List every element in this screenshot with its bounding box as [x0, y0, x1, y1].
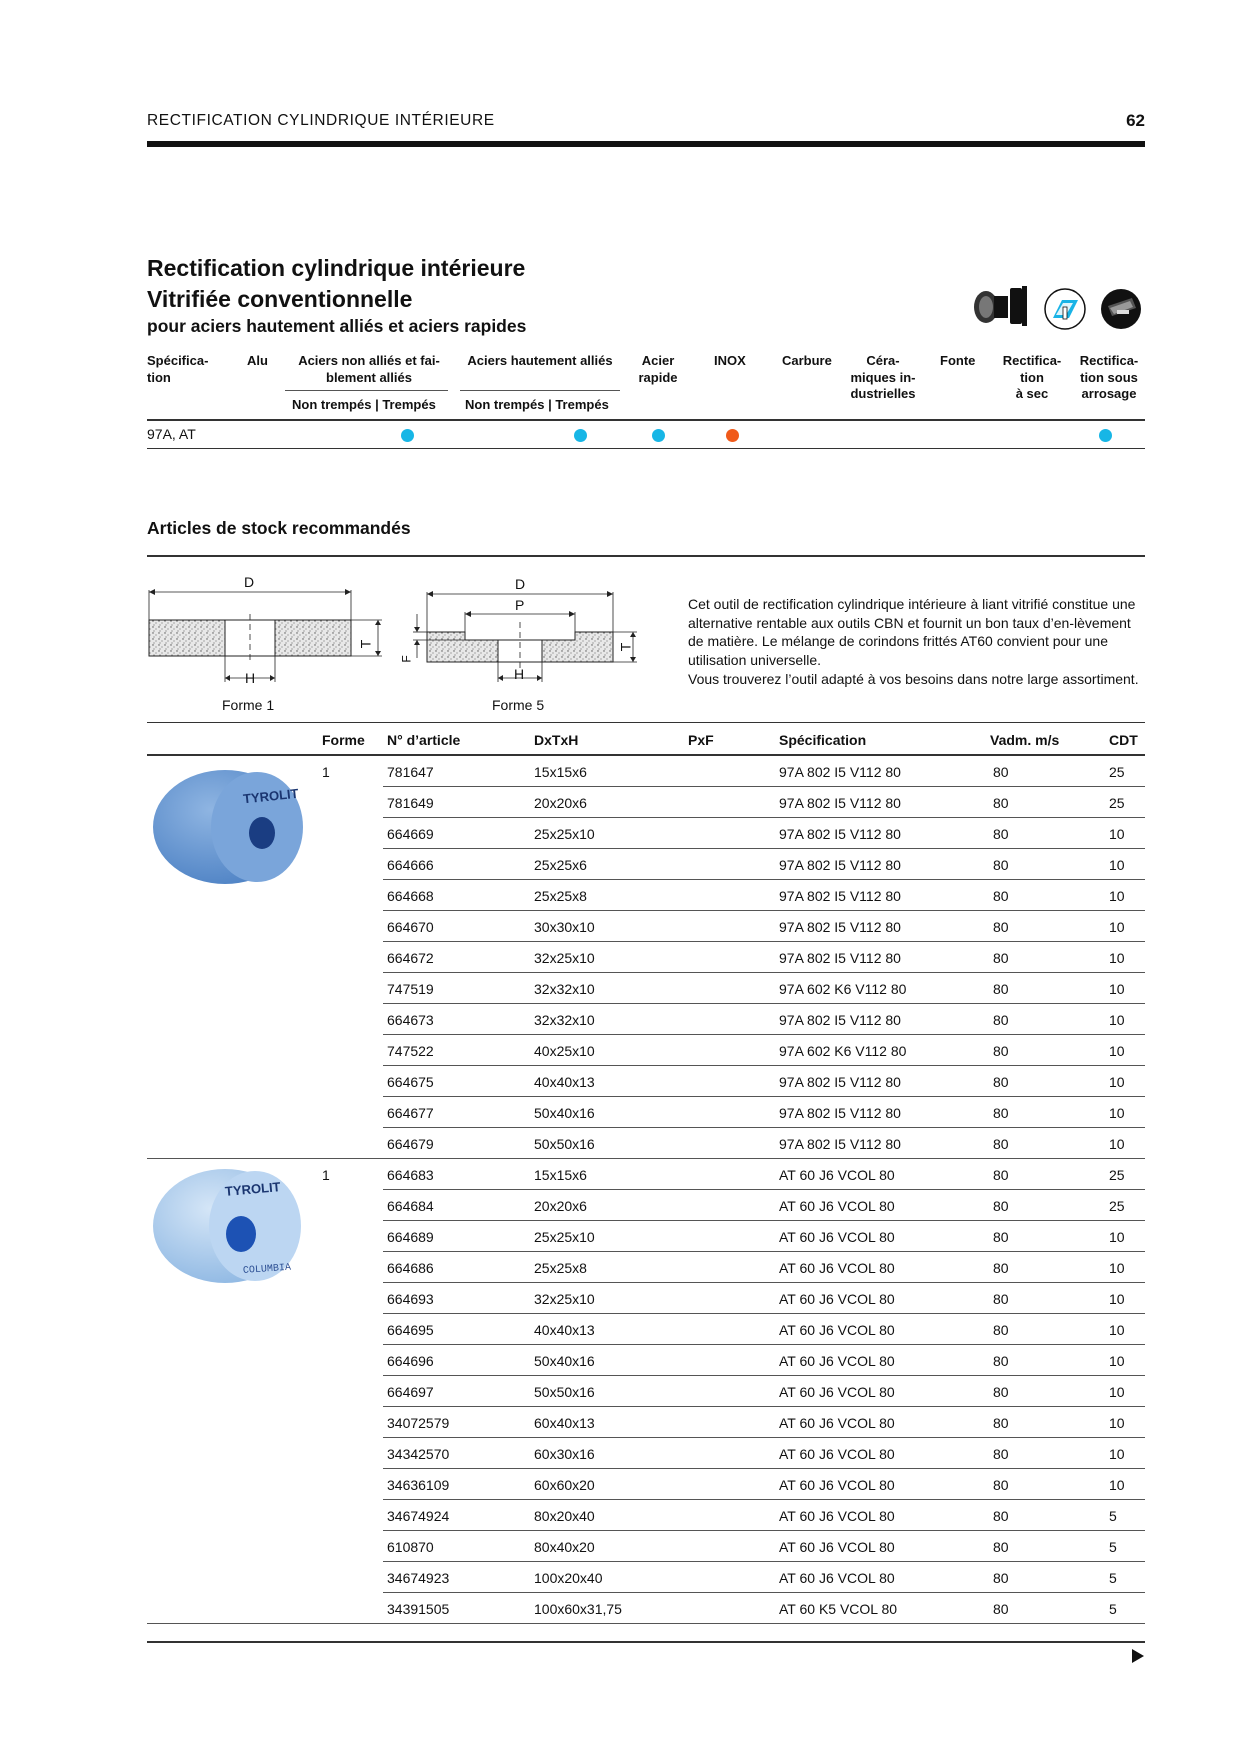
suitable-dot-rect-arrosage: [1099, 429, 1112, 442]
subheader-rule-2: [460, 390, 620, 391]
app-header-spec-text: Spécifica- tion: [147, 353, 209, 385]
cell-cdt: 10: [1109, 1353, 1125, 1369]
cell-article: 747522: [387, 1043, 434, 1059]
cell-specification: AT 60 J6 VCOL 80: [779, 1198, 895, 1214]
suitable-dot-acier-rapide: [652, 429, 665, 442]
cell-cdt: 5: [1109, 1539, 1117, 1555]
cell-dimensions: 80x40x20: [534, 1539, 595, 1555]
table-row: [0, 973, 1240, 1004]
cell-cdt: 10: [1109, 1229, 1125, 1245]
app-header-rect-sec: Rectifica- tion à sec: [1002, 353, 1062, 401]
cell-specification: 97A 802 I5 V112 80: [779, 857, 901, 873]
cell-cdt: 10: [1109, 1260, 1125, 1276]
cell-cdt: 10: [1109, 1291, 1125, 1307]
forme5-label-h: H: [514, 666, 525, 682]
page-subtitle: pour aciers hautement alliés et aciers rapides: [147, 316, 527, 336]
cell-specification: AT 60 J6 VCOL 80: [779, 1260, 895, 1276]
internal-grinding-coolant-icon: [1100, 288, 1142, 330]
cell-article: 610870: [387, 1539, 434, 1555]
app-header-ceramiques: Céra- miques in- dustrielles: [850, 353, 916, 401]
cell-cdt: 5: [1109, 1601, 1117, 1617]
row-divider: [147, 1623, 1145, 1624]
cell-article: 781647: [387, 764, 434, 780]
table-row: [0, 1221, 1240, 1252]
app-header-inox: INOX: [714, 353, 746, 368]
cell-dimensions: 20x20x6: [534, 1198, 587, 1214]
cell-vadm: 80: [993, 1012, 1009, 1028]
cell-vadm: 80: [993, 764, 1009, 780]
cell-vadm: 80: [993, 1198, 1009, 1214]
table-row: [0, 1252, 1240, 1283]
cell-cdt: 10: [1109, 1074, 1125, 1090]
grinding-wheel-icon: [970, 282, 1032, 332]
cell-article: 34072579: [387, 1415, 450, 1431]
cell-cdt: 10: [1109, 857, 1125, 873]
cell-cdt: 10: [1109, 981, 1125, 997]
cell-specification: AT 60 J6 VCOL 80: [779, 1446, 895, 1462]
internal-grinding-dry-icon: [1044, 288, 1086, 330]
cell-dimensions: 15x15x6: [534, 1167, 587, 1183]
cell-vadm: 80: [993, 1353, 1009, 1369]
cell-dimensions: 25x25x6: [534, 857, 587, 873]
forme5-label-d: D: [515, 576, 526, 592]
col-header-article: N° d’article: [387, 732, 461, 748]
cell-specification: AT 60 J6 VCOL 80: [779, 1353, 895, 1369]
cell-article: 664683: [387, 1167, 434, 1183]
cell-specification: 97A 802 I5 V112 80: [779, 1136, 901, 1152]
cell-cdt: 10: [1109, 1477, 1125, 1493]
cell-dimensions: 32x25x10: [534, 1291, 595, 1307]
cell-cdt: 10: [1109, 950, 1125, 966]
running-header-title: RECTIFICATION CYLINDRIQUE INTÉRIEURE: [147, 112, 495, 129]
cell-dimensions: 40x25x10: [534, 1043, 595, 1059]
cell-cdt: 10: [1109, 1322, 1125, 1338]
cell-vadm: 80: [993, 1446, 1009, 1462]
cell-article: 664666: [387, 857, 434, 873]
cell-vadm: 80: [993, 1260, 1009, 1276]
cell-dimensions: 50x40x16: [534, 1353, 595, 1369]
cell-dimensions: 20x20x6: [534, 795, 587, 811]
table-row: [0, 1190, 1240, 1221]
cell-cdt: 25: [1109, 795, 1125, 811]
cell-vadm: 80: [993, 1384, 1009, 1400]
cell-vadm: 80: [993, 1601, 1009, 1617]
cell-dimensions: 60x60x20: [534, 1477, 595, 1493]
cell-specification: AT 60 J6 VCOL 80: [779, 1415, 895, 1431]
cell-dimensions: 25x25x8: [534, 1260, 587, 1276]
cell-cdt: 5: [1109, 1570, 1117, 1586]
table-row: [0, 1066, 1240, 1097]
cell-vadm: 80: [993, 1477, 1009, 1493]
forme1-label-t: T: [357, 639, 374, 649]
cell-vadm: 80: [993, 1136, 1009, 1152]
subheader-hautement: Non trempés | Trempés: [465, 397, 609, 412]
table-row: [0, 1562, 1240, 1593]
cell-cdt: 25: [1109, 764, 1125, 780]
cell-vadm: 80: [993, 1105, 1009, 1121]
cell-vadm: 80: [993, 1539, 1009, 1555]
cell-cdt: 10: [1109, 1384, 1125, 1400]
next-page-arrow-icon[interactable]: [1130, 1648, 1146, 1664]
col-header-forme: Forme: [322, 732, 365, 748]
cell-dimensions: 50x40x16: [534, 1105, 595, 1121]
cell-cdt: 10: [1109, 1043, 1125, 1059]
table-row: [0, 818, 1240, 849]
cell-cdt: 5: [1109, 1508, 1117, 1524]
cell-specification: AT 60 J6 VCOL 80: [779, 1477, 895, 1493]
cell-article: 664670: [387, 919, 434, 935]
cell-vadm: 80: [993, 1167, 1009, 1183]
cell-specification: 97A 802 I5 V112 80: [779, 1105, 901, 1121]
cell-dimensions: 40x40x13: [534, 1074, 595, 1090]
cell-dimensions: 50x50x16: [534, 1384, 595, 1400]
app-header-acier-rapide: Acier rapide: [638, 353, 678, 385]
col-header-pxf: PxF: [688, 732, 714, 748]
app-table-rule-top: [147, 419, 1145, 421]
table-row: [0, 849, 1240, 880]
forme5-label-t: T: [617, 642, 634, 652]
cell-vadm: 80: [993, 1291, 1009, 1307]
cell-specification: 97A 802 I5 V112 80: [779, 1012, 901, 1028]
cell-specification: AT 60 J6 VCOL 80: [779, 1384, 895, 1400]
cell-specification: 97A 802 I5 V112 80: [779, 795, 901, 811]
cell-vadm: 80: [993, 1229, 1009, 1245]
product-brand-logo: TYROLIT: [242, 785, 300, 807]
cell-dimensions: 60x30x16: [534, 1446, 595, 1462]
page-number: 62: [1126, 111, 1145, 130]
cell-specification: AT 60 J6 VCOL 80: [779, 1539, 895, 1555]
forme1-diagram: [140, 572, 400, 692]
cell-specification: 97A 602 K6 V112 80: [779, 1043, 907, 1059]
table-row: [0, 880, 1240, 911]
page-title-line2: Vitrifiée conventionnelle: [147, 286, 413, 312]
table-row: [0, 1097, 1240, 1128]
table-row: [0, 1593, 1240, 1624]
forme5-label-p: P: [515, 597, 525, 613]
cell-vadm: 80: [993, 1508, 1009, 1524]
cell-cdt: 10: [1109, 888, 1125, 904]
cell-vadm: 80: [993, 857, 1009, 873]
product-sub-logo: COLUMBIA: [242, 1262, 292, 1277]
cell-specification: AT 60 J6 VCOL 80: [779, 1291, 895, 1307]
cell-article: 664672: [387, 950, 434, 966]
cell-specification: 97A 602 K6 V112 80: [779, 981, 907, 997]
table-row: [0, 1500, 1240, 1531]
cell-vadm: 80: [993, 1570, 1009, 1586]
page-title: Rectification cylindrique intérieure: [147, 255, 526, 281]
forme5-caption: Forme 5: [492, 697, 545, 713]
cell-article: 664686: [387, 1260, 434, 1276]
cell-vadm: 80: [993, 1415, 1009, 1431]
table-row: [0, 756, 1240, 787]
table-row: [0, 942, 1240, 973]
col-header-vadm: Vadm. m/s: [990, 732, 1060, 748]
forme1-caption: Forme 1: [222, 697, 275, 713]
cell-dimensions: 50x50x16: [534, 1136, 595, 1152]
cell-cdt: 10: [1109, 919, 1125, 935]
app-header-rect-arrosage: Rectifica- tion sous arrosage: [1079, 353, 1139, 401]
product-description: Cet outil de rectification cylindrique intérieure à liant vitrifié constitue une alternative rentable aux outils CBN et fournit un bon taux d’en-lèvement de matière. Le mélange de corindons frittés AT60 convient pour une utilisation universelle. Vous trouverez l’outil adapté à vos besoins dans notre large assortiment.: [688, 596, 1139, 687]
cell-specification: 97A 802 I5 V112 80: [779, 888, 901, 904]
cell-dimensions: 80x20x40: [534, 1508, 595, 1524]
cell-article: 664673: [387, 1012, 434, 1028]
cell-dimensions: 25x25x10: [534, 826, 595, 842]
app-header-hautement: Aciers hautement alliés: [467, 353, 613, 368]
cell-vadm: 80: [993, 1322, 1009, 1338]
cell-forme: 1: [322, 764, 330, 780]
cell-cdt: 10: [1109, 1136, 1125, 1152]
cell-specification: 97A 802 I5 V112 80: [779, 826, 901, 842]
cell-article: 34342570: [387, 1446, 450, 1462]
cell-article: 747519: [387, 981, 434, 997]
cell-article: 664679: [387, 1136, 434, 1152]
forme1-label-d: D: [244, 574, 255, 590]
product-table-rule-top: [147, 722, 1145, 723]
table-row: [0, 1283, 1240, 1314]
cell-forme: 1: [322, 1167, 330, 1183]
cell-dimensions: 15x15x6: [534, 764, 587, 780]
cell-vadm: 80: [993, 888, 1009, 904]
table-row: [0, 1128, 1240, 1159]
cell-article: 34636109: [387, 1477, 450, 1493]
cell-specification: 97A 802 I5 V112 80: [779, 919, 901, 935]
cell-specification: AT 60 J6 VCOL 80: [779, 1167, 895, 1183]
cell-dimensions: 25x25x8: [534, 888, 587, 904]
cell-vadm: 80: [993, 1074, 1009, 1090]
subheader-rule-1: [285, 390, 448, 391]
cell-article: 781649: [387, 795, 434, 811]
app-header-spec: [147, 353, 208, 386]
table-row: [0, 1314, 1240, 1345]
cell-article: 664669: [387, 826, 434, 842]
product-table-rule-bottom: [147, 1641, 1145, 1643]
cell-cdt: 25: [1109, 1198, 1125, 1214]
app-header-non-allies: Aciers non alliés et fai- blement alliés: [298, 353, 440, 385]
table-row: [0, 1035, 1240, 1066]
cell-vadm: 80: [993, 1043, 1009, 1059]
cell-specification: AT 60 J6 VCOL 80: [779, 1570, 895, 1586]
cell-vadm: 80: [993, 981, 1009, 997]
table-row: [0, 1376, 1240, 1407]
product-brand-logo: TYROLIT: [224, 1179, 282, 1199]
section-rule: [147, 555, 1145, 557]
subheader-non-allies: Non trempés | Trempés: [292, 397, 436, 412]
cell-cdt: 10: [1109, 1012, 1125, 1028]
table-row: [0, 1345, 1240, 1376]
cell-article: 664693: [387, 1291, 434, 1307]
table-row: [0, 1159, 1240, 1190]
cell-specification: AT 60 J6 VCOL 80: [779, 1508, 895, 1524]
cell-cdt: 10: [1109, 1446, 1125, 1462]
cell-specification: AT 60 K5 VCOL 80: [779, 1601, 898, 1617]
cell-cdt: 10: [1109, 1105, 1125, 1121]
cell-cdt: 10: [1109, 1415, 1125, 1431]
table-row: [0, 911, 1240, 942]
cell-article: 34674924: [387, 1508, 450, 1524]
cell-article: 664677: [387, 1105, 434, 1121]
cell-dimensions: 32x25x10: [534, 950, 595, 966]
section-title: Articles de stock recommandés: [147, 518, 411, 538]
cell-vadm: 80: [993, 919, 1009, 935]
forme1-label-h: H: [245, 670, 256, 686]
limited-dot-inox: [726, 429, 739, 442]
cell-dimensions: 25x25x10: [534, 1229, 595, 1245]
app-row-label: 97A, AT: [147, 426, 196, 442]
cell-specification: 97A 802 I5 V112 80: [779, 950, 901, 966]
cell-vadm: 80: [993, 826, 1009, 842]
table-row: [0, 1438, 1240, 1469]
cell-dimensions: 60x40x13: [534, 1415, 595, 1431]
cell-specification: 97A 802 I5 V112 80: [779, 764, 901, 780]
cell-article: 664675: [387, 1074, 434, 1090]
cell-specification: 97A 802 I5 V112 80: [779, 1074, 901, 1090]
table-row: [0, 1469, 1240, 1500]
app-header-fonte: Fonte: [940, 353, 976, 368]
cell-specification: AT 60 J6 VCOL 80: [779, 1229, 895, 1245]
cell-dimensions: 30x30x10: [534, 919, 595, 935]
col-header-spec: Spécification: [779, 732, 867, 748]
table-row: [0, 1004, 1240, 1035]
cell-article: 664684: [387, 1198, 434, 1214]
cell-article: 34674923: [387, 1570, 450, 1586]
cell-dimensions: 100x20x40: [534, 1570, 603, 1586]
cell-vadm: 80: [993, 950, 1009, 966]
cell-article: 664668: [387, 888, 434, 904]
suitable-dot-non-allies-trempes: [401, 429, 414, 442]
cell-article: 664689: [387, 1229, 434, 1245]
table-row: [0, 1531, 1240, 1562]
cell-vadm: 80: [993, 795, 1009, 811]
app-table-rule-bottom: [147, 448, 1145, 449]
col-header-cdt: CDT: [1109, 732, 1138, 748]
header-rule: [147, 141, 1145, 147]
cell-dimensions: 100x60x31,75: [534, 1601, 622, 1617]
app-header-carbure: Carbure: [782, 353, 832, 368]
app-header-alu: Alu: [247, 353, 268, 368]
cell-dimensions: 32x32x10: [534, 1012, 595, 1028]
cell-cdt: 10: [1109, 826, 1125, 842]
cell-article: 664696: [387, 1353, 434, 1369]
table-row: [0, 1407, 1240, 1438]
cell-article: 664695: [387, 1322, 434, 1338]
cell-dimensions: 32x32x10: [534, 981, 595, 997]
suitable-dot-hautement-trempes: [574, 429, 587, 442]
cell-article: 34391505: [387, 1601, 450, 1617]
cell-specification: AT 60 J6 VCOL 80: [779, 1322, 895, 1338]
table-row: [0, 787, 1240, 818]
col-header-dim: DxTxH: [534, 732, 579, 748]
cell-cdt: 25: [1109, 1167, 1125, 1183]
cell-dimensions: 40x40x13: [534, 1322, 595, 1338]
forme5-label-f: F: [399, 655, 414, 663]
cell-article: 664697: [387, 1384, 434, 1400]
